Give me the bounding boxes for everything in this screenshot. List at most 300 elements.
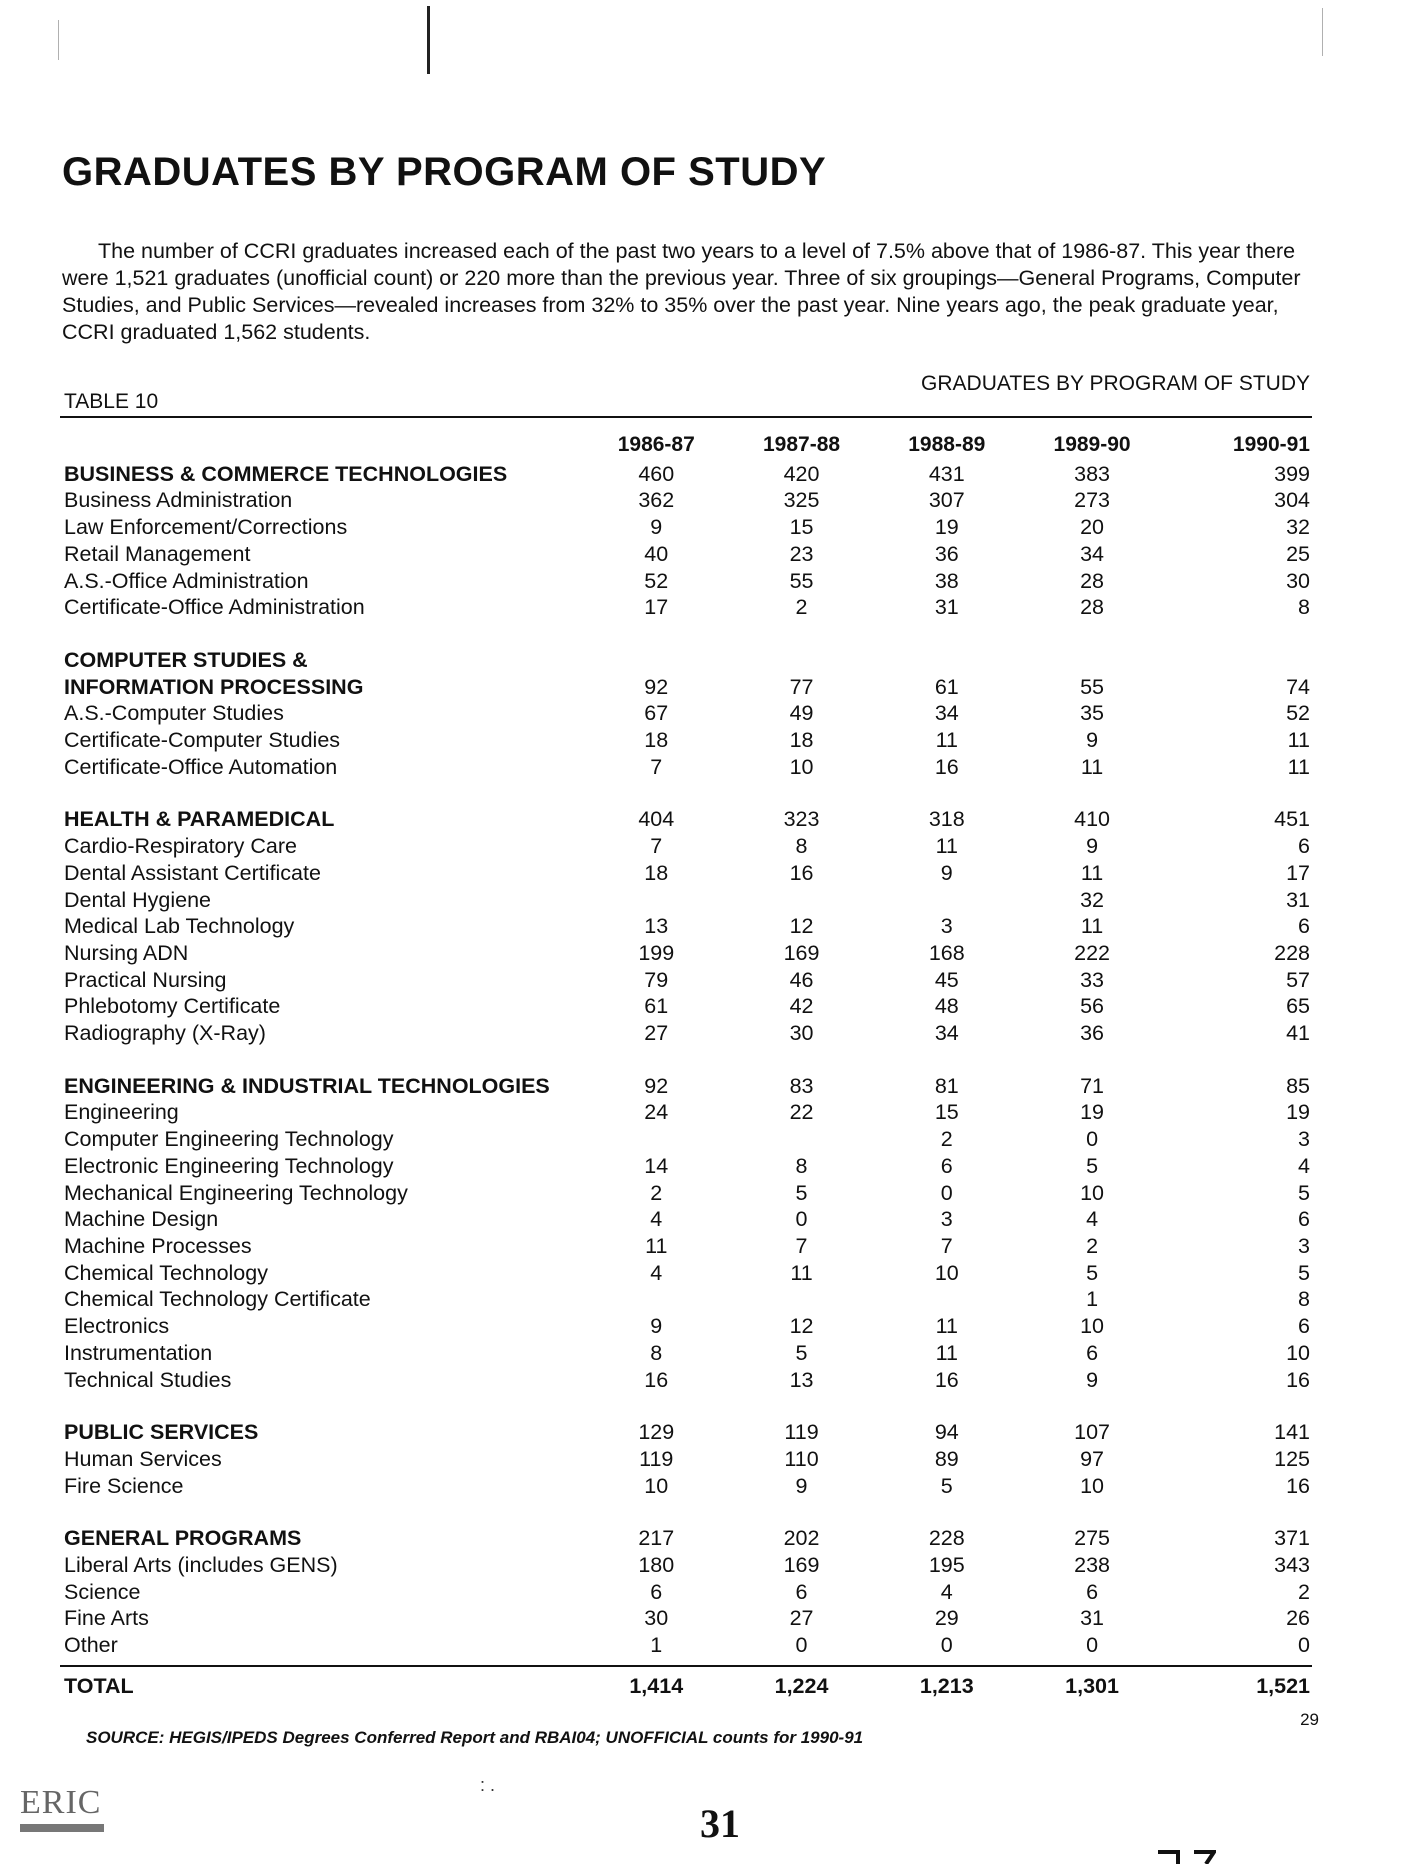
total-value: 1,521 — [1256, 1673, 1310, 1698]
program-value: 36 — [1080, 1021, 1105, 1046]
program-value: 6 — [1298, 834, 1310, 859]
table-row — [64, 940, 1314, 967]
table-row — [64, 1126, 1314, 1153]
table-label: TABLE 10 — [64, 390, 159, 413]
program-value: 17 — [1286, 860, 1310, 885]
group-heading-row — [64, 461, 1314, 488]
program-value: 169 — [783, 1553, 820, 1578]
group-value: 371 — [1274, 1526, 1310, 1551]
program-value: 199 — [638, 940, 675, 965]
program-value: 4 — [1086, 1207, 1099, 1232]
program-name: Computer Engineering Technology — [64, 1127, 394, 1152]
source-note: SOURCE: HEGIS/IPEDS Degrees Conferred Report and RBAI04; UNOFFICIAL counts for 1990-91 — [86, 1728, 864, 1747]
program-value: 6 — [795, 1579, 808, 1604]
program-value: 61 — [644, 994, 669, 1019]
group-value: 74 — [1286, 674, 1310, 699]
table-row — [64, 487, 1314, 514]
program-value: 195 — [928, 1553, 965, 1578]
group-value: 61 — [934, 674, 959, 699]
group-name: BUSINESS & COMMERCE TECHNOLOGIES — [64, 461, 508, 486]
table-caption: GRADUATES BY PROGRAM OF STUDY — [921, 372, 1310, 395]
eric-logo — [20, 1776, 106, 1832]
program-name: Machine Processes — [64, 1233, 252, 1258]
table-row — [64, 1367, 1314, 1394]
group-value: 399 — [1274, 461, 1310, 486]
program-name: Electronics — [64, 1314, 170, 1339]
program-value — [729, 1286, 874, 1313]
table-row — [64, 1260, 1314, 1287]
group-value: 404 — [638, 807, 675, 832]
eric-logo-text: ERIC — [20, 1784, 102, 1821]
program-value: 11 — [1080, 860, 1104, 885]
program-value: 31 — [1080, 1606, 1105, 1631]
program-value: 16 — [644, 1367, 669, 1392]
program-value: 9 — [1086, 834, 1099, 859]
group-value: 410 — [1074, 807, 1110, 832]
program-value: 6 — [1298, 914, 1310, 939]
table-row — [64, 1605, 1314, 1632]
table-row — [64, 913, 1314, 940]
program-value: 238 — [1074, 1553, 1110, 1578]
program-value: 26 — [1286, 1606, 1310, 1631]
spacer-cell — [64, 1499, 1314, 1525]
group-value: 107 — [1074, 1420, 1110, 1445]
program-value: 5 — [1298, 1180, 1310, 1205]
empty-cell — [1165, 647, 1314, 674]
program-value: 180 — [638, 1553, 675, 1578]
program-name: Certificate-Office Administration — [64, 595, 365, 620]
program-value: 5 — [940, 1473, 953, 1498]
program-value: 10 — [1080, 1473, 1105, 1498]
header-spacer — [64, 432, 584, 461]
program-value: 6 — [1298, 1314, 1310, 1339]
page-reference: 29 — [1300, 1710, 1319, 1729]
group-value: 383 — [1074, 461, 1110, 486]
program-value: 35 — [1080, 701, 1105, 726]
total-value: 1,213 — [919, 1673, 974, 1698]
table-row — [64, 1579, 1314, 1606]
program-name: Mechanical Engineering Technology — [64, 1180, 408, 1205]
group-value: 71 — [1080, 1073, 1105, 1098]
program-value: 4 — [650, 1207, 663, 1232]
program-value: 304 — [1274, 488, 1310, 513]
program-value: 6 — [1298, 1207, 1310, 1232]
group-value: 323 — [783, 807, 820, 832]
program-name: Dental Hygiene — [64, 887, 212, 912]
program-name: Chemical Technology Certificate — [64, 1287, 371, 1312]
program-value: 32 — [1286, 515, 1310, 540]
group-heading-row — [64, 1525, 1314, 1552]
group-value: 451 — [1274, 807, 1310, 832]
program-value — [584, 887, 729, 914]
program-value: 2 — [1086, 1233, 1099, 1258]
group-heading-row — [64, 674, 1314, 701]
group-value: 92 — [644, 674, 669, 699]
graduates-table — [64, 432, 1314, 1700]
group-spacer — [64, 1499, 1314, 1525]
program-value: 19 — [934, 515, 959, 540]
program-name: Chemical Technology — [64, 1260, 268, 1285]
table-row — [64, 887, 1314, 914]
group-name: COMPUTER STUDIES & — [64, 647, 308, 672]
program-value: 49 — [789, 701, 814, 726]
program-name: Electronic Engineering Technology — [64, 1153, 394, 1178]
program-value: 11 — [1080, 914, 1104, 939]
program-value: 30 — [1286, 568, 1310, 593]
group-spacer — [64, 1047, 1314, 1073]
table-row — [64, 754, 1314, 781]
group-value: 55 — [1080, 674, 1105, 699]
empty-cell — [729, 647, 874, 674]
program-value: 34 — [1080, 541, 1105, 566]
group-spacer — [64, 1393, 1314, 1419]
scan-mark — [58, 20, 59, 60]
scan-mark — [1322, 8, 1323, 56]
program-value: 16 — [1286, 1473, 1310, 1498]
table-row — [64, 1153, 1314, 1180]
group-value: 202 — [783, 1526, 820, 1551]
total-label: TOTAL — [64, 1673, 134, 1698]
program-value: 325 — [783, 488, 820, 513]
table-row — [64, 1632, 1314, 1659]
program-name: A.S.-Computer Studies — [64, 701, 284, 726]
spacer-cell — [64, 621, 1314, 647]
program-value: 52 — [644, 568, 669, 593]
program-value: 97 — [1080, 1446, 1105, 1471]
program-value: 228 — [1274, 940, 1310, 965]
program-value: 11 — [645, 1233, 668, 1258]
program-value: 16 — [934, 754, 959, 779]
program-value: 19 — [1080, 1100, 1105, 1125]
program-value: 11 — [935, 834, 958, 859]
program-value: 362 — [638, 488, 675, 513]
group-value: 141 — [1274, 1420, 1310, 1445]
table-row — [64, 700, 1314, 727]
program-value: 4 — [940, 1579, 953, 1604]
year-header: 1989-90 — [1053, 433, 1131, 456]
program-value: 2 — [940, 1127, 953, 1152]
program-value: 17 — [644, 595, 669, 620]
program-name: Fire Science — [64, 1473, 184, 1498]
page-number: 31 — [700, 1801, 740, 1846]
table-row — [64, 568, 1314, 595]
program-value: 28 — [1080, 568, 1105, 593]
program-value: 0 — [795, 1207, 808, 1232]
program-value: 14 — [644, 1153, 669, 1178]
total-value: 1,301 — [1065, 1673, 1119, 1698]
program-value: 0 — [1086, 1633, 1099, 1658]
program-value: 42 — [789, 994, 814, 1019]
program-value: 34 — [934, 701, 959, 726]
program-value: 67 — [644, 701, 669, 726]
program-value: 2 — [650, 1180, 663, 1205]
table-row — [64, 1446, 1314, 1473]
program-value: 27 — [644, 1021, 669, 1046]
program-value: 6 — [1086, 1340, 1099, 1365]
program-value: 5 — [795, 1340, 808, 1365]
program-value: 5 — [1298, 1260, 1310, 1285]
program-value: 36 — [934, 541, 959, 566]
program-value: 2 — [1298, 1579, 1310, 1604]
program-value — [729, 1126, 874, 1153]
program-value: 41 — [1286, 1021, 1310, 1046]
table-row — [64, 541, 1314, 568]
program-value: 7 — [650, 834, 663, 859]
group-value: 431 — [928, 461, 965, 486]
group-heading-row — [64, 806, 1314, 833]
table-row — [64, 594, 1314, 621]
program-value: 16 — [1286, 1367, 1310, 1392]
table-row — [64, 1233, 1314, 1260]
program-value: 10 — [789, 754, 814, 779]
program-value: 5 — [795, 1180, 808, 1205]
program-value: 125 — [1274, 1446, 1310, 1471]
program-value: 79 — [644, 967, 669, 992]
table-row — [64, 1552, 1314, 1579]
program-value: 56 — [1080, 994, 1105, 1019]
program-value: 18 — [644, 728, 669, 753]
program-name: Liberal Arts (includes GENS) — [64, 1553, 338, 1578]
program-value: 0 — [940, 1633, 953, 1658]
program-value: 0 — [940, 1180, 953, 1205]
program-value: 57 — [1286, 967, 1310, 992]
program-name: A.S.-Office Administration — [64, 568, 309, 593]
group-heading-row — [64, 647, 1314, 674]
group-value: 83 — [789, 1073, 814, 1098]
program-value: 7 — [650, 754, 663, 779]
program-name: Human Services — [64, 1446, 222, 1471]
program-value: 8 — [795, 834, 808, 859]
program-value — [584, 1286, 729, 1313]
program-name: Engineering — [64, 1100, 179, 1125]
program-value: 16 — [934, 1367, 959, 1392]
program-value: 0 — [795, 1633, 808, 1658]
program-value: 32 — [1080, 887, 1105, 912]
program-value: 5 — [1086, 1153, 1099, 1178]
program-value: 25 — [1286, 541, 1310, 566]
program-value: 48 — [934, 994, 959, 1019]
program-value: 9 — [1086, 1367, 1099, 1392]
program-value: 3 — [940, 914, 953, 939]
total-value: 1,414 — [629, 1673, 684, 1698]
year-header: 1986-87 — [617, 433, 695, 456]
group-value: 275 — [1074, 1526, 1110, 1551]
program-value — [729, 887, 874, 914]
group-spacer — [64, 780, 1314, 806]
intro-paragraph: The number of CCRI graduates increased each of the past two years to a level of 7.5% above that of 1986-87. This year there were 1,521 graduates (unofficial count) or 220 more than the previous year. Three of six groupings—General Programs, Computer Studies, and Public Services—revealed increases from 32% to 35% over the past year. Nine years ago, the peak graduate year, CCRI graduated 1,562 students. — [62, 239, 1301, 344]
table-row — [64, 860, 1314, 887]
program-value: 22 — [789, 1100, 814, 1125]
table-top-rule — [60, 416, 1312, 418]
empty-cell — [874, 647, 1019, 674]
program-value: 6 — [940, 1153, 953, 1178]
program-value: 8 — [650, 1340, 663, 1365]
scan-mark — [427, 6, 430, 74]
program-value: 10 — [1080, 1314, 1105, 1339]
program-value: 9 — [940, 860, 953, 885]
program-value: 10 — [1080, 1180, 1105, 1205]
program-value: 0 — [1298, 1633, 1310, 1658]
table-body — [64, 432, 1314, 1700]
program-value: 222 — [1074, 940, 1110, 965]
program-value: 23 — [789, 541, 814, 566]
table-row — [64, 1473, 1314, 1500]
program-name: Business Administration — [64, 488, 293, 513]
program-value: 3 — [940, 1207, 953, 1232]
program-value: 11 — [935, 1340, 958, 1365]
program-value: 8 — [1298, 595, 1310, 620]
total-rule — [60, 1665, 1312, 1667]
group-value: 217 — [638, 1526, 675, 1551]
year-header: 1987-88 — [762, 433, 841, 456]
spacer-cell — [64, 1393, 1314, 1419]
program-value: 11 — [1080, 754, 1104, 779]
program-value: 31 — [1286, 887, 1310, 912]
program-value: 11 — [1287, 728, 1310, 753]
program-name: Retail Management — [64, 541, 251, 566]
program-value: 119 — [639, 1446, 674, 1471]
group-name: GENERAL PROGRAMS — [64, 1526, 302, 1551]
empty-cell — [584, 647, 729, 674]
program-value: 28 — [1080, 595, 1105, 620]
program-value: 6 — [650, 1579, 663, 1604]
program-value: 1 — [650, 1633, 663, 1658]
program-name: Fine Arts — [64, 1606, 149, 1631]
program-name: Other — [64, 1633, 118, 1658]
program-value: 15 — [789, 515, 814, 540]
scan-smudge: : . — [480, 1775, 496, 1795]
program-value: 5 — [1086, 1260, 1099, 1285]
program-value: 24 — [644, 1100, 669, 1125]
spacer-cell — [64, 780, 1314, 806]
program-value: 18 — [644, 860, 669, 885]
program-value: 169 — [783, 940, 820, 965]
page-title: GRADUATES BY PROGRAM OF STUDY — [62, 150, 827, 194]
program-name: Certificate-Office Automation — [64, 754, 338, 779]
program-value: 65 — [1286, 994, 1310, 1019]
program-value: 30 — [789, 1021, 814, 1046]
group-value: 92 — [644, 1073, 669, 1098]
program-value: 1 — [1086, 1287, 1099, 1312]
program-name: Technical Studies — [64, 1367, 232, 1392]
program-value: 10 — [644, 1473, 669, 1498]
program-value: 8 — [795, 1153, 808, 1178]
table-row — [64, 1313, 1314, 1340]
program-name: Practical Nursing — [64, 967, 227, 992]
program-value: 30 — [644, 1606, 669, 1631]
program-value: 9 — [1086, 728, 1099, 753]
program-value: 15 — [934, 1100, 959, 1125]
program-value: 7 — [795, 1233, 808, 1258]
group-value: 77 — [789, 674, 814, 699]
table-row — [64, 1099, 1314, 1126]
program-name: Radiography (X-Ray) — [64, 1021, 266, 1046]
group-name: INFORMATION PROCESSING — [64, 674, 364, 699]
program-value: 12 — [789, 1314, 814, 1339]
program-value: 8 — [1298, 1287, 1310, 1312]
program-name: Medical Lab Technology — [64, 914, 295, 939]
program-value: 55 — [789, 568, 814, 593]
program-value: 13 — [644, 914, 669, 939]
table-row — [64, 514, 1314, 541]
group-value: 420 — [783, 461, 820, 486]
program-value: 11 — [790, 1260, 813, 1285]
program-value: 31 — [934, 595, 959, 620]
program-value: 11 — [1287, 754, 1310, 779]
program-value: 0 — [1086, 1127, 1099, 1152]
table-row — [64, 1340, 1314, 1367]
program-name: Dental Assistant Certificate — [64, 860, 321, 885]
group-value: 85 — [1286, 1073, 1310, 1098]
program-value — [874, 1286, 1019, 1313]
group-value: 318 — [928, 807, 965, 832]
total-value: 1,224 — [774, 1673, 829, 1698]
program-value: 19 — [1286, 1100, 1310, 1125]
table-row — [64, 1206, 1314, 1233]
group-name: HEALTH & PARAMEDICAL — [64, 807, 335, 832]
eric-logo-bar — [20, 1824, 104, 1832]
corner-crop-mark-icon — [1156, 1848, 1216, 1864]
program-name: Cardio-Respiratory Care — [64, 834, 297, 859]
program-value: 18 — [789, 728, 814, 753]
program-value: 89 — [934, 1446, 959, 1471]
program-value: 16 — [789, 860, 814, 885]
program-value: 38 — [934, 568, 959, 593]
program-value: 45 — [934, 967, 959, 992]
table-header-row — [64, 432, 1314, 461]
program-value: 46 — [789, 967, 814, 992]
table-row — [64, 993, 1314, 1020]
program-name: Certificate-Computer Studies — [64, 728, 341, 753]
group-name: ENGINEERING & INDUSTRIAL TECHNOLOGIES — [64, 1073, 550, 1098]
table-row — [64, 967, 1314, 994]
group-spacer — [64, 621, 1314, 647]
table-row — [64, 1020, 1314, 1047]
program-value: 33 — [1080, 967, 1105, 992]
program-value: 9 — [795, 1473, 808, 1498]
program-name: Phlebotomy Certificate — [64, 994, 281, 1019]
table-row — [64, 833, 1314, 860]
program-value: 27 — [789, 1606, 814, 1631]
program-value: 11 — [935, 1314, 958, 1339]
program-value: 3 — [1298, 1127, 1310, 1152]
program-value: 11 — [935, 728, 958, 753]
table-row — [64, 1286, 1314, 1313]
year-header: 1990-91 — [1232, 433, 1310, 456]
group-value: 129 — [638, 1420, 675, 1445]
group-value: 94 — [934, 1420, 959, 1445]
group-heading-row — [64, 1073, 1314, 1100]
program-value — [584, 1126, 729, 1153]
program-name: Science — [64, 1579, 141, 1604]
program-value: 34 — [934, 1021, 959, 1046]
group-value: 119 — [784, 1420, 819, 1445]
program-name: Instrumentation — [64, 1340, 213, 1365]
program-value: 12 — [789, 914, 814, 939]
empty-cell — [1019, 647, 1164, 674]
program-value: 13 — [789, 1367, 814, 1392]
group-value: 460 — [638, 461, 675, 486]
program-value: 20 — [1080, 515, 1105, 540]
program-value — [874, 887, 1019, 914]
program-value: 10 — [1286, 1340, 1310, 1365]
group-value: 81 — [934, 1073, 959, 1098]
program-value: 273 — [1074, 488, 1110, 513]
spacer-cell — [64, 1047, 1314, 1073]
table-row — [64, 727, 1314, 754]
program-value: 4 — [1298, 1153, 1310, 1178]
program-value: 3 — [1298, 1233, 1310, 1258]
